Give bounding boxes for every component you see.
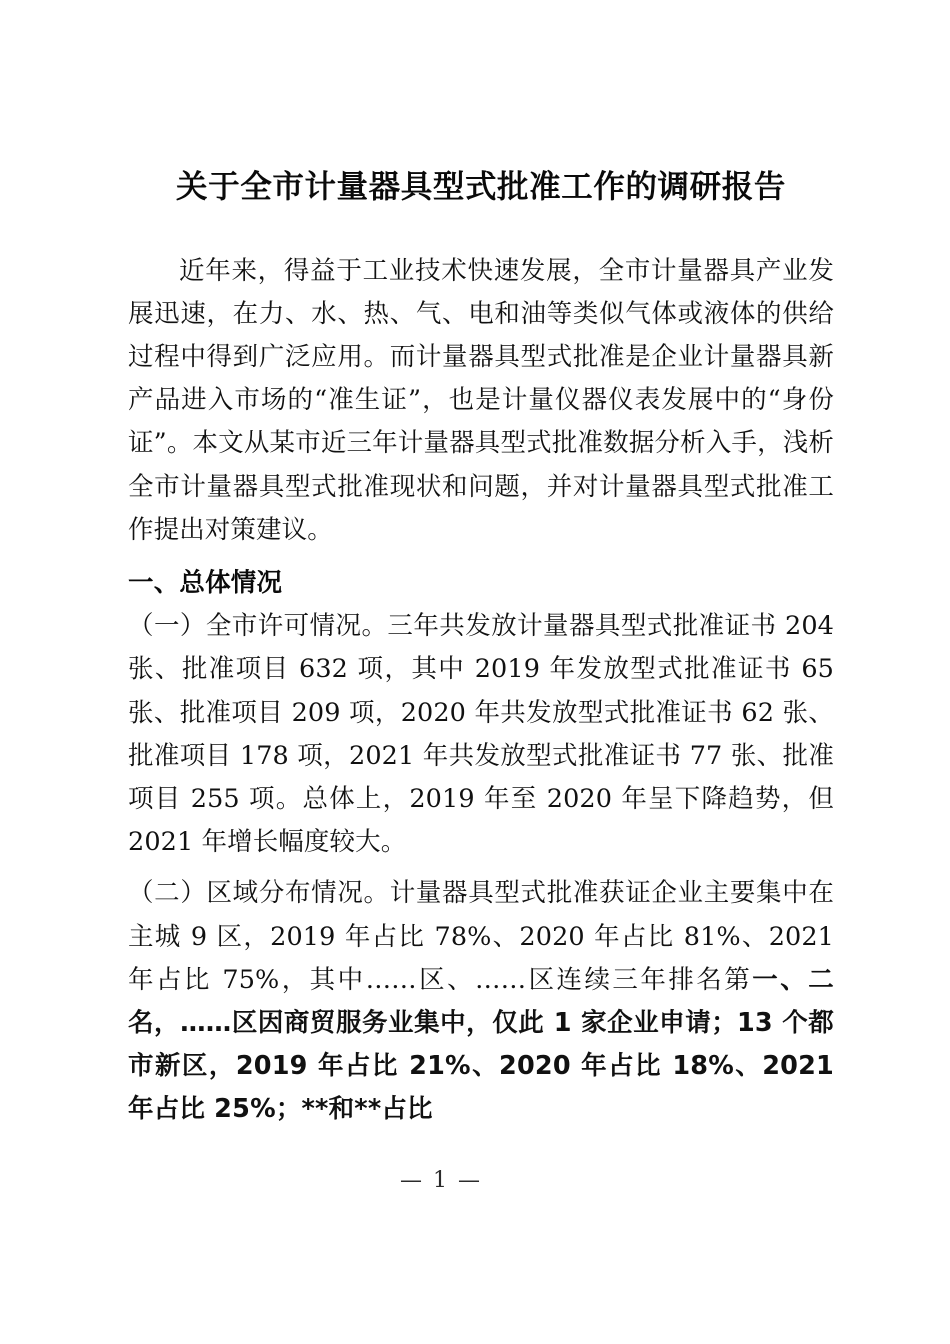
item-one-paragraph: （一）全市许可情况。三年共发放计量器具型式批准证书 204 张、批准项目 632 项，其中 2019 年发放型式批准证书 65 张、批准项目 209 项，2020 年共发放型式批准证书 62 张、批准项目 178 项，2021 年共发放型式批准证书 77 张、批准项目 255 项。总体上，2019 年至 2020 年呈下降趋势，但 2021 年增长幅度较大。 bbox=[128, 611, 834, 858]
section-heading-overall-situation: 一、总体情况 bbox=[128, 568, 283, 598]
document-content bbox=[128, 0, 834, 1132]
page-title: 关于全市计量器具型式批准工作的调研报告 bbox=[176, 168, 786, 205]
item-two-bold-inline-run: 一、二名，……区 bbox=[128, 964, 834, 1039]
page-number-footer: — 1 — bbox=[400, 1168, 482, 1193]
item-two-regular-run: （二）区域分布情况。计量器具型式批准获证企业主要集中在主城 9 区，2019 年占比 78%、2020 年占比 81%、2021 年占比 75%，其中……区、……区连续三年排名第 bbox=[128, 878, 834, 995]
item-two-paragraph bbox=[128, 872, 834, 1131]
intro-paragraph: 近年来，得益于工业技术快速发展，全市计量器具产业发展迅速，在力、水、热、气、电和油等类似气体或液体的供给过程中得到广泛应用。而计量器具型式批准是企业计量器具新产品进入市场的“准生证”，也是计量仪器仪表发展中的“身份证”。本文从某市近三年计量器具型式批准数据分析入手，浅析全市计量器具型式批准现状和问题，并对计量器具型式批准工作提出对策建议。 bbox=[128, 255, 834, 545]
item-two-bold-tail-run: 因商贸服务业集中，仅此 1 家企业申请；13 个都市新区，2019 年占比 21%、2020 年占比 18%、2021 年占比 25%；**和**占比 bbox=[128, 1008, 834, 1125]
